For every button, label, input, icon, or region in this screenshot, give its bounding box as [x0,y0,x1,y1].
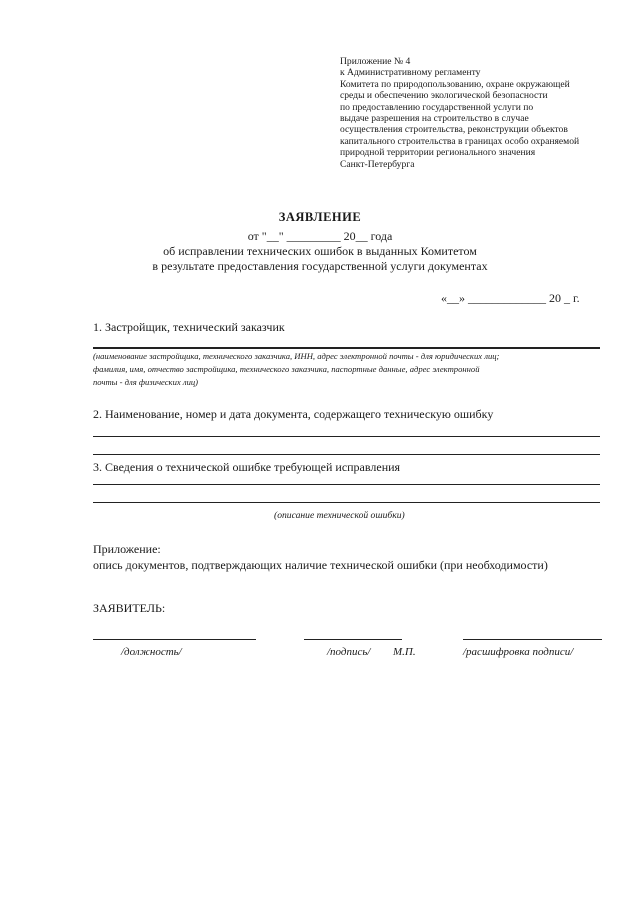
section3-hint: (описание технической ошибки) [274,510,405,521]
applicant-label: ЗАЯВИТЕЛЬ: [93,601,166,615]
appendix-line: осуществления строительства, реконструкции объектов [340,124,568,136]
attachment-label: Приложение: [93,542,161,556]
decoding-field-line [463,639,602,640]
decoding-hint: /расшифровка подписи/ [463,646,574,658]
document-date-line: от "__" _________ 20__ года [247,229,393,243]
section2-field-line [93,454,600,455]
appendix-line: к Административному регламенту [340,67,481,79]
document-title: ЗАЯВЛЕНИЕ [278,210,362,224]
section1-field-line [93,347,600,349]
appendix-line: Комитета по природопользованию, охране окружающей [340,78,570,90]
fill-date: «__» _____________ 20 _ г. [441,291,580,305]
section2-field-line [93,436,600,437]
position-field-line [93,639,256,640]
section3-label: 3. Сведения о технической ошибке требующей исправления [93,460,401,474]
section3-field-line [93,484,600,485]
attachment-text: опись документов, подтверждающих наличие технической ошибки (при необходимости) [93,558,548,572]
section1-hint-line3: почты - для физических лиц) [93,377,199,387]
appendix-line: выдаче разрешения на строительство в случае [340,113,529,125]
section2-label: 2. Наименование, номер и дата документа, содержащего техническую ошибку [93,407,494,421]
appendix-line: капитального строительства в границах особо охраняемой [340,135,580,147]
signature-hint: /подпись/ [327,646,371,658]
subject-line-1: об исправлении технических ошибок в выданных Комитетом [163,244,477,258]
subject-line-2: в результате предоставления государственной услуги документах [152,259,488,273]
position-hint: /должность/ [121,646,182,658]
appendix-line: среды и обеспечению экологической безопасности [340,90,548,102]
section1-hint-line2: фамилия, имя, отчество застройщика, технического заказчика, паспортные данные, адрес электронной [93,364,480,374]
appendix-line: по предоставлению государственной услуги по [340,101,534,113]
section1-label: 1. Застройщик, технический заказчик [93,320,285,334]
appendix-line: Приложение № 4 [340,56,411,67]
appendix-block [340,56,579,170]
appendix-line: Санкт-Петербурга [340,158,415,170]
section3-field-line [93,502,600,503]
section1-hint-line1: (наименование застройщика, технического заказчика, ИНН, адрес электронной почты - для юридических лиц; [93,351,500,361]
signature-field-line [304,639,402,640]
appendix-line: природной территории регионального значения [340,147,536,159]
seal-hint: М.П. [393,646,416,658]
